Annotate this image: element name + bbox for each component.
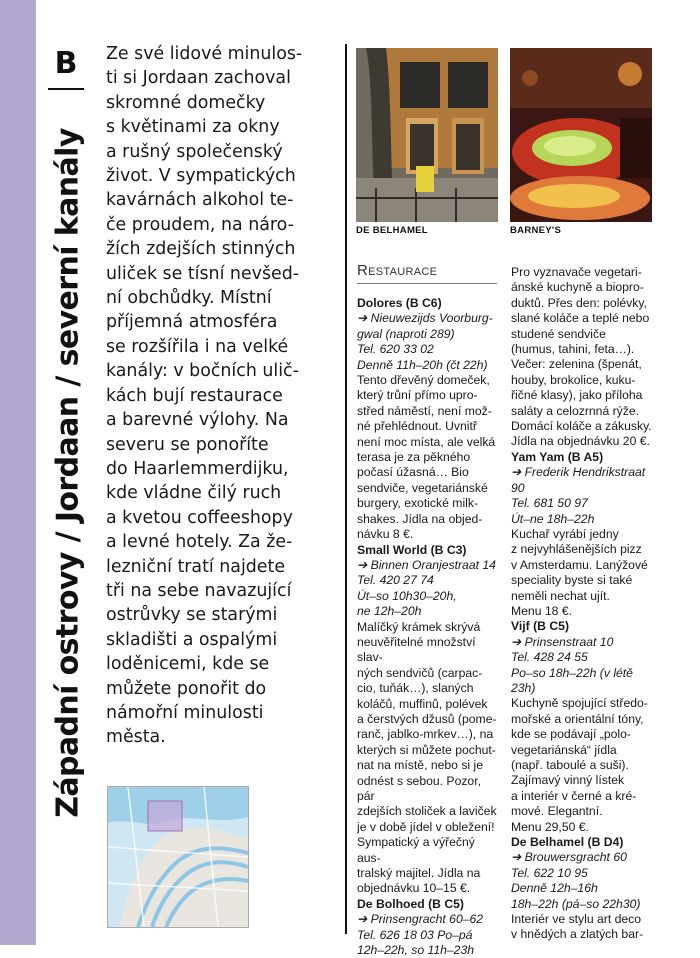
restaurant-details: Tel. 681 50 97 — [511, 496, 588, 511]
intro-line: če proudem, na náro- — [106, 214, 294, 235]
intro-line: ní obchůdky. Místní — [106, 288, 272, 309]
restaurant-description: z nejvyhlášenějších pizz — [511, 542, 642, 557]
restaurant-description: studené sendviče — [511, 326, 606, 341]
restaurant-description: kde se podávají „polo- — [511, 727, 631, 742]
restaurant-description: Zajímavý vinný lístek — [511, 773, 625, 788]
photo-barneys — [510, 48, 652, 222]
intro-line: a barevné výlohy. Na — [106, 410, 289, 431]
photo-caption-de-belhamel: DE BELHAMEL — [356, 225, 428, 236]
restaurant-details: Denně 12h–16h — [511, 881, 598, 896]
restaurant-description: ánské kuchyně a biopro- — [511, 280, 644, 295]
restaurant-description: Kuchyně spojující středo- — [511, 696, 648, 711]
intro-line: kde vládne čilý ruch — [106, 483, 282, 504]
restaurant-description: je v době jídel v obležení! — [357, 819, 495, 834]
intro-line: kavárnách alkohol te- — [106, 190, 294, 211]
intro-line: s květinami za okny — [106, 117, 280, 138]
restaurant-description: mořské a orientální tóny, — [511, 711, 644, 726]
restaurant-description: není moc místa, ale velká — [357, 434, 496, 449]
restaurant-description: nat na místě, nebo si je — [357, 758, 484, 773]
restaurant-description: houby, brokolice, kuku- — [511, 372, 636, 387]
intro-line: tři na sebe navazující — [106, 580, 292, 601]
restaurant-description: slané koláče a teplé nebo — [511, 311, 650, 326]
restaurant-details: ➔ Frederik Hendrikstraat 90 — [511, 465, 646, 495]
sidebar-color-strip — [0, 0, 36, 945]
restaurant-details: Út–so 10h30–20h, — [357, 588, 457, 603]
restaurant-description: řičné klasy), jako příloha — [511, 388, 643, 403]
restaurant-description: koláčů, muffinů, polévek — [357, 696, 488, 711]
restaurant-description: Sympatický a výřečný aus- — [357, 835, 475, 865]
intro-line: ti si Jordaan zachoval — [106, 68, 291, 89]
intro-line: města. — [106, 727, 166, 748]
restaurant-description: Menu 29,50 €. — [511, 819, 589, 834]
restaurant-description: a interiér v černé a kré- — [511, 788, 637, 803]
restaurant-description: neuvěřitelné množství slav- — [357, 634, 476, 665]
restaurant-details: Denně 11h–20h (čt 22h) — [357, 357, 488, 372]
restaurant-description: Tento dřevěný domeček, — [357, 373, 490, 388]
vertical-section-title — [48, 95, 88, 850]
restaurant-description: vegetariánská“ jídla — [511, 742, 617, 757]
restaurant-details: Út–ne 18h–22h — [511, 511, 595, 526]
restaurant-description: kterých si můžete pochut- — [357, 742, 496, 757]
restaurant-description: cio, tuňák…), slaných — [357, 681, 474, 696]
column-divider — [345, 44, 347, 934]
restaurant-details: Tel. 428 24 55 — [511, 650, 588, 665]
restaurant-details: 18h–22h (pá–so 22h30) — [511, 896, 641, 911]
restaurant-details: Tel. 622 10 95 — [511, 865, 588, 880]
restaurant-description: Večer: zelenina (špenát, — [511, 357, 642, 372]
listings-column-left — [357, 296, 499, 958]
restaurant-description: Malíčký krámek skrývá — [357, 619, 481, 634]
intro-line: můžete ponořit do — [106, 678, 267, 699]
restaurant-description: Interiér ve stylu art deco — [511, 912, 642, 927]
section-letter: B — [54, 46, 78, 81]
restaurant-description: Pro vyznavače vegetari- — [511, 265, 642, 279]
intro-line: skladišti a ospalými — [106, 629, 278, 650]
restaurant-description: Kuchař vyrábí jedny — [511, 526, 619, 541]
restaurant-description: odnést s sebou. Pozor, pár — [357, 773, 481, 803]
intro-line: ostrůvky se starými — [106, 605, 278, 626]
restaurant-description: terasa je za pěkného — [357, 450, 471, 465]
intro-line: kanály: v bočních ulič- — [106, 361, 299, 382]
map-thumbnail — [107, 786, 249, 928]
intro-line: kách bují restaurace — [106, 385, 283, 406]
restaurant-name: Small World (B C3) — [357, 542, 467, 557]
intro-line: severu se ponoříte — [106, 434, 269, 455]
restaurant-details: Tel. 626 18 03 Po–pá — [357, 927, 473, 942]
intro-line: loděnicemi, kde se — [106, 654, 270, 675]
restaurant-details: ➔ Brouwersgracht 60 — [511, 850, 627, 865]
intro-line: lezniční tratí najdete — [106, 556, 286, 577]
listings-column-right — [511, 265, 657, 943]
intro-line: skromné domečky — [106, 92, 266, 113]
restaurant-description: v Amsterdamu. Lanýžové — [511, 557, 648, 572]
restaurant-details: 12h–22h, so 11h–23h — [357, 943, 475, 958]
intro-line: a levné hotely. Za že- — [106, 532, 293, 553]
restaurant-description: návku 8 €. — [357, 527, 414, 542]
restaurant-description: duktů. Přes den: polévky, — [511, 295, 647, 310]
restaurant-name: De Bolhoed (B C5) — [357, 896, 464, 911]
restaurant-description: ranč, jablko-mrkev…), na — [357, 727, 494, 742]
restaurant-description: v hnědých a zlatých bar- — [511, 927, 644, 942]
intro-line: a kvetou coffeeshopy — [106, 507, 293, 528]
intro-line: život. V sympatických — [106, 166, 296, 187]
restaurant-description: a čerstvých džusů (pome- — [357, 711, 497, 726]
restaurant-description: neměli nechat ujít. — [511, 588, 610, 603]
restaurant-description: ných sendvičů (carpac- — [357, 665, 483, 680]
intro-line: příjemná atmosféra — [106, 312, 278, 333]
restaurant-name: Dolores (B C6) — [357, 296, 442, 310]
section-letter-underline — [48, 88, 84, 90]
photo-de-belhamel — [356, 48, 498, 222]
section-title-text: Západní ostrovy / Jordaan / severní kanály — [50, 127, 86, 818]
restaurant-details: ➔ Nieuwezijds Voorburg- — [357, 311, 493, 326]
restaurant-description: střed náměstí, není mož- — [357, 403, 492, 418]
restaurant-description: sendviče, vegetariánské — [357, 480, 488, 495]
restaurant-description: zdejších stoliček a laviček — [357, 804, 497, 819]
restaurant-description: mové. Elegantní. — [511, 804, 603, 819]
intro-line: do Haarlemmerdijku, — [106, 458, 289, 479]
restaurant-name: Yam Yam (B A5) — [511, 449, 604, 464]
restaurant-details: gwal (naproti 289) — [357, 326, 455, 341]
intro-paragraph — [106, 42, 338, 750]
intro-line: žích zdejších stinných — [106, 239, 296, 260]
restaurant-details: Tel. 620 33 02 — [357, 342, 434, 357]
restaurant-description: který trůní přímo upro- — [357, 388, 478, 403]
restaurant-description: burgery, exotické milk- — [357, 496, 479, 511]
restaurant-details: ➔ Prinsenstraat 10 — [511, 634, 614, 649]
restaurant-description: speciality byste si také — [511, 573, 633, 588]
intro-line: Ze své lidové minulos- — [106, 44, 303, 64]
restaurant-description: Menu 18 €. — [511, 603, 572, 618]
map-illustration — [108, 787, 248, 927]
restaurant-details: ➔ Binnen Oranjestraat 14 — [357, 557, 496, 572]
restaurant-description: počasí úžasná… Bio — [357, 465, 469, 480]
restaurant-description: shakes. Jídla na objed- — [357, 511, 483, 526]
intro-line: uliček se tísní nevšed- — [106, 263, 300, 284]
restaurant-description: (humus, tahini, feta…). — [511, 342, 635, 357]
photo-caption-barneys: BARNEY'S — [510, 225, 562, 236]
restaurant-description: objednávku 10–15 €. — [357, 881, 471, 896]
restaurant-description: né přehlédnout. Uvnitř — [357, 419, 477, 434]
restaurant-details: Tel. 420 27 74 — [357, 573, 434, 588]
intro-line: a rušný společenský — [106, 141, 283, 162]
restaurant-details: ne 12h–20h — [357, 604, 422, 619]
restaurant-description: (např. taboulé a suši). — [511, 758, 629, 772]
restaurant-description: Jídla na objednávku 20 €. — [511, 434, 650, 449]
intro-line: námořní minulosti — [106, 702, 264, 723]
restaurant-name: Vijf (B C5) — [511, 619, 570, 634]
restaurant-description: tralský majitel. Jídla na — [357, 866, 481, 881]
restaurant-description: Domácí koláče a zákusky. — [511, 419, 652, 434]
restaurant-name: De Belhamel (B D4) — [511, 835, 624, 850]
restaurant-details: Po–so 18h–22h (v létě 23h) — [511, 665, 633, 695]
intro-line: se rozšířila i na velké — [106, 336, 289, 357]
restaurant-description: saláty a celozrnná rýže. — [511, 403, 640, 418]
restaurant-details: ➔ Prinsengracht 60–62 — [357, 912, 484, 927]
restaurants-heading: Restaurace — [357, 262, 497, 284]
